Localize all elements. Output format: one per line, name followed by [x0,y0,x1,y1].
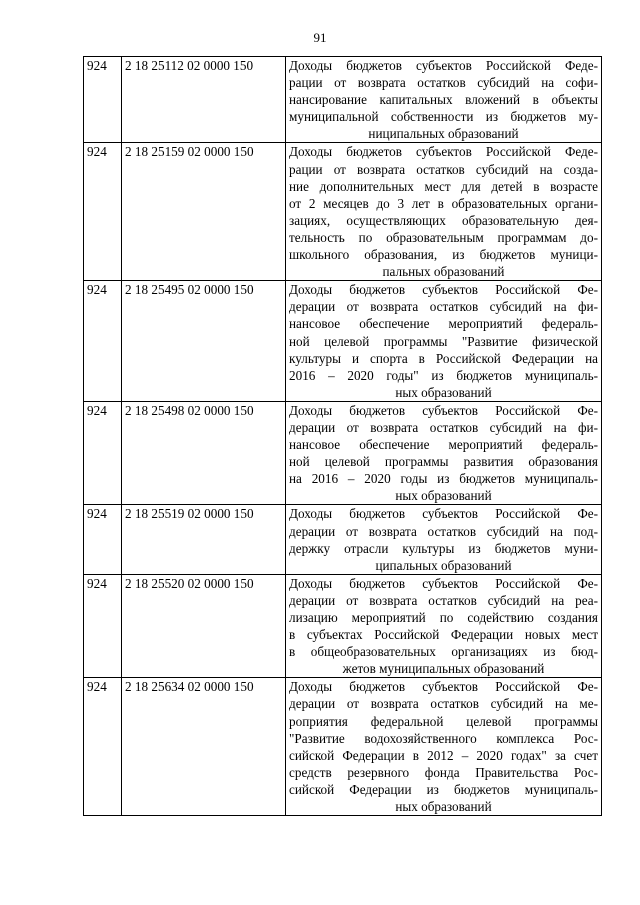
revenue-name-line: муниципальной собственности из бюджетов му- [289,109,598,125]
revenue-name-line: рации от возврата остатков субсидий на софи- [289,75,598,91]
revenue-name-line: ных образований [395,799,492,815]
budget-code-cell: 2 18 25159 02 0000 150 [122,143,286,281]
revenue-name-line: "Развитие водохозяйственного комплекса Рос- [289,730,598,746]
revenue-name-line: от 2 месяцев до 3 лет в образовательных органи- [289,195,598,211]
table-row [84,143,602,281]
budget-code-cell: 2 18 25112 02 0000 150 [122,57,286,143]
revenue-name-line: ных образований [395,384,492,400]
revenue-name-line: ние дополнительных мест для детей в возрасте [289,178,598,194]
table-row [84,678,602,816]
revenue-name-line: на 2016 – 2020 годы из бюджетов муниципаль- [289,471,598,487]
revenue-name-line: пальных образований [382,264,505,280]
revenue-name-line: дерации от возврата остатков субсидий на ме- [289,696,598,712]
revenue-name-line: сийской Федерации в 2012 – 2020 годах" за счет [289,747,598,763]
revenue-name-line: жетов муниципальных образований [342,661,545,677]
revenue-name-line: держку отрасли культуры из бюджетов муни- [289,540,598,556]
revenue-name-line: Доходы бюджетов субъектов Российской Фе- [289,402,598,418]
table-body [84,57,602,816]
revenue-name-cell [286,401,602,505]
budget-code-cell: 2 18 25520 02 0000 150 [122,574,286,678]
admin-code-cell: 924 [84,505,122,574]
revenue-name-line: дерации от возврата остатков субсидий на фи- [289,419,598,435]
revenue-name-line: рации от возврата остатков субсидий на созда- [289,161,598,177]
budget-code-cell: 2 18 25498 02 0000 150 [122,401,286,505]
budget-code-cell: 2 18 25495 02 0000 150 [122,281,286,402]
admin-code-cell: 924 [84,143,122,281]
revenue-name-line: Доходы бюджетов субъектов Российской Фе- [289,282,598,298]
revenue-name-line: нансовое обеспечение мероприятий федераль- [289,316,598,332]
revenue-name-cell [286,678,602,816]
revenue-name-line: нансирование капитальных вложений в объекты [289,92,598,108]
table-row [84,505,602,574]
revenue-name-line: Доходы бюджетов субъектов Российской Фе- [289,506,598,522]
revenue-name-line: в общеобразовательных организациях из бюд- [289,644,598,660]
revenue-name-cell [286,143,602,281]
revenue-codes-table [83,56,602,816]
revenue-name-line: культуры и спорта в Российской Федерации на [289,350,598,366]
budget-code-cell: 2 18 25634 02 0000 150 [122,678,286,816]
table-row [84,401,602,505]
table-row [84,57,602,143]
admin-code-cell: 924 [84,678,122,816]
revenue-name-line: Доходы бюджетов субъектов Российской Фе- [289,679,598,695]
revenue-name-line: в субъектах Российской Федерации новых мест [289,627,598,643]
page-number: 91 [313,30,327,45]
revenue-name-line: дерации от возврата остатков субсидий на под- [289,523,598,539]
revenue-name-cell [286,574,602,678]
revenue-name-line: средств резервного фонда Правительства Рос- [289,764,598,780]
revenue-name-cell [286,57,602,143]
revenue-name-line: 2016 – 2020 годы" из бюджетов муниципаль- [289,367,598,383]
admin-code-cell: 924 [84,574,122,678]
revenue-name-line: ной целевой программы развития образования [289,454,598,470]
admin-code-cell: 924 [84,57,122,143]
revenue-name-line: сийской Федерации из бюджетов муниципаль- [289,781,598,797]
revenue-name-line: школьного образования, из бюджетов муници- [289,247,598,263]
table-row [84,281,602,402]
revenue-name-line: Доходы бюджетов субъектов Российской Феде- [289,58,598,73]
revenue-name-line: тельность по образовательным программам до- [289,229,598,245]
revenue-name-line: Доходы бюджетов субъектов Российской Феде- [289,144,598,160]
admin-code-cell: 924 [84,401,122,505]
table-row [84,574,602,678]
revenue-name-line: зациях, осуществляющих образовательную дея- [289,212,598,228]
revenue-name-line: ной целевой программы "Развитие физической [289,333,598,349]
budget-code-cell: 2 18 25519 02 0000 150 [122,505,286,574]
revenue-name-line: ных образований [395,488,492,504]
revenue-name-line: дерации от возврата остатков субсидий на фи- [289,299,598,315]
admin-code-cell: 924 [84,281,122,402]
revenue-name-line: нансовое обеспечение мероприятий федераль- [289,437,598,453]
revenue-name-line: ниципальных образований [368,126,519,142]
revenue-name-line: Доходы бюджетов субъектов Российской Фе- [289,575,598,591]
revenue-name-line: ципальных образований [375,557,512,573]
revenue-name-line: дерации от возврата остатков субсидий на реа- [289,592,598,608]
revenue-name-cell [286,281,602,402]
revenue-name-line: лизацию мероприятий по содействию создания [289,610,598,625]
revenue-name-line: роприятия федеральной целевой программы [289,713,598,729]
revenue-name-cell [286,505,602,574]
